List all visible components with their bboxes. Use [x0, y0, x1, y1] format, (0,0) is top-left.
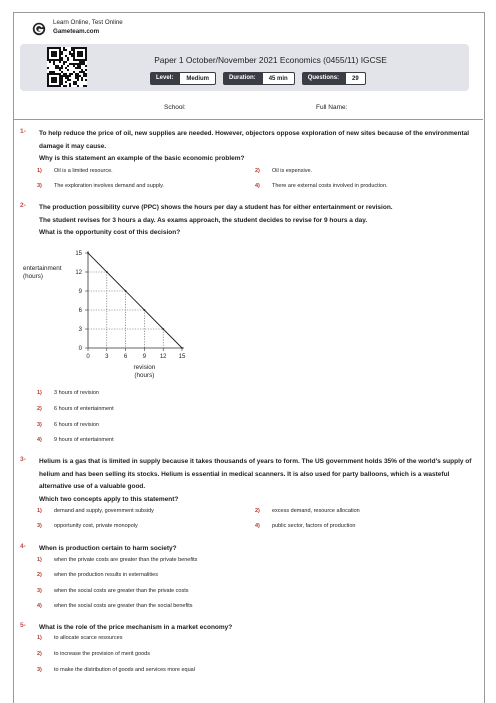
option-1[interactable] [37, 557, 197, 563]
question-text [39, 128, 473, 166]
option-text: 3 hours of revision [54, 390, 99, 396]
question-number: 1- [20, 128, 26, 135]
option-1[interactable] [37, 390, 99, 396]
x-tick-label: 15 [178, 354, 186, 360]
y-axis-label: entertainment [23, 265, 62, 272]
option-text: to increase the provision of merit goods [54, 651, 150, 657]
question-stem: Helium is a gas that is limited in supply because it takes thousands of years to form. The US government holds 35% of the world's supply of helium and has been selling its stocks. Helium is essential in medical scanners. It is also used for party balloons, which is a wasteful alternative use of a valuable good. [39, 458, 472, 490]
option-number: 1) [37, 168, 42, 174]
ppc-chart [20, 246, 210, 386]
option-number: 1) [37, 557, 42, 563]
question-text: What is the role of the price mechanism in a market economy? [39, 624, 233, 631]
y-tick-label: 6 [78, 308, 82, 314]
option-number: 4) [255, 523, 260, 529]
option-number: 3) [37, 588, 42, 594]
option-4[interactable] [37, 603, 193, 609]
level-pill [150, 72, 216, 85]
question-number: 4- [20, 543, 26, 550]
option-text: public sector, factors of production [272, 523, 356, 529]
option-text: when the social costs are greater than the private costs [54, 588, 189, 594]
option-number: 3) [37, 667, 42, 673]
question-stem: The production possibility curve (PPC) shows the hours per day a student has for either entertainment or revision. [39, 204, 393, 211]
option-3[interactable] [37, 588, 189, 594]
option-number: 3) [37, 523, 42, 529]
option-number: 4) [37, 603, 42, 609]
option-text: when the private costs are greater than the private benefits [54, 557, 198, 563]
question-stem-2: The student revises for 3 hours a day. As exams approach, the student decides to revise for 9 hours a day. [39, 216, 368, 224]
question-stem: To help reduce the price of oil, new supplies are needed. However, objectors oppose exploration of new sites because of the environmental damage it may cause. [39, 130, 470, 150]
option-text: to make the distribution of goods and services more equal [54, 667, 195, 673]
option-1[interactable] [37, 508, 154, 514]
y-tick-label: 3 [78, 327, 82, 333]
paper-title: Paper 1 October/November 2021 Economics (0455/11) IGCSE [154, 55, 387, 65]
option-text: Oil is a limited resource. [54, 168, 113, 174]
paper-header [20, 44, 469, 91]
option-number: 2) [37, 406, 42, 412]
x-tick-label: 6 [123, 354, 128, 360]
option-text: 6 hours of entertainment [54, 406, 114, 412]
option-text: to allocate scarce resources [54, 635, 123, 641]
option-number: 4) [37, 437, 42, 443]
option-3[interactable] [37, 667, 195, 673]
brand-logo-icon [32, 22, 46, 36]
option-text: when the production results in externalities [54, 572, 158, 578]
ppc-point [125, 290, 127, 292]
ppc-point [106, 271, 108, 273]
pill-value: 29 [345, 72, 366, 85]
question-number: 2- [20, 202, 26, 209]
divider [13, 119, 483, 120]
option-number: 2) [255, 508, 260, 514]
ppc-line [88, 253, 182, 348]
option-2[interactable] [255, 168, 312, 174]
question-prompt: Why is this statement an example of the basic economic problem? [39, 155, 245, 162]
x-tick-label: 0 [86, 354, 90, 360]
question-prompt: What is the opportunity cost of this decision? [39, 229, 181, 236]
option-3[interactable] [37, 422, 99, 428]
option-number: 4) [255, 183, 260, 189]
option-text: Oil is expensive. [272, 168, 313, 174]
fullname-label: Full Name: [316, 104, 348, 111]
option-number: 3) [37, 183, 42, 189]
option-text: opportunity cost, private monopoly [54, 523, 138, 529]
option-2[interactable] [255, 508, 360, 514]
option-3[interactable] [37, 183, 164, 189]
questions-pill [302, 72, 366, 85]
x-tick-label: 3 [105, 354, 109, 360]
ppc-point [87, 252, 89, 254]
y-axis-label: (hours) [23, 273, 43, 280]
option-text: when the social costs are greater than the social benefits [54, 603, 193, 609]
ppc-point [162, 328, 164, 330]
question-text: When is production certain to harm society? [39, 545, 177, 552]
option-1[interactable] [37, 635, 122, 641]
option-number: 2) [255, 168, 260, 174]
question-prompt: Which two concepts apply to this statement? [39, 495, 179, 503]
option-text: 9 hours of entertainment [54, 437, 114, 443]
option-number: 2) [37, 651, 42, 657]
y-tick-label: 15 [75, 251, 82, 257]
pill-key: Level: [150, 72, 179, 85]
pill-key: Duration: [223, 72, 262, 85]
duration-pill [223, 72, 295, 85]
brand-tagline: Learn Online, Test Online [53, 19, 123, 26]
option-text: The exploration involves demand and supply. [54, 183, 164, 189]
option-text: 6 hours of revision [54, 422, 99, 428]
option-text: demand and supply, government subsidy [54, 508, 154, 514]
x-axis-label: (hours) [134, 372, 155, 379]
option-3[interactable] [37, 523, 138, 529]
option-2[interactable] [37, 651, 150, 657]
option-text: There are external costs involved in production. [272, 183, 388, 189]
pill-key: Questions: [302, 72, 345, 85]
option-number: 2) [37, 572, 42, 578]
qr-code-icon [47, 47, 87, 87]
option-2[interactable] [37, 572, 158, 578]
option-4[interactable] [37, 437, 114, 443]
y-tick-label: 12 [75, 270, 82, 276]
x-axis-label: revision [133, 364, 156, 371]
x-tick-label: 12 [159, 354, 167, 360]
y-tick-label: 0 [78, 346, 82, 352]
option-2[interactable] [37, 406, 114, 412]
question-number: 3- [20, 456, 26, 463]
option-number: 1) [37, 508, 42, 514]
pill-value: Medium [179, 72, 216, 85]
ppc-point [144, 309, 146, 311]
option-text: excess demand, resource allocation [272, 508, 360, 514]
question-text [39, 456, 473, 506]
brand-site: Gameteam.com [53, 27, 100, 35]
option-number: 3) [37, 422, 42, 428]
school-label: School: [164, 104, 186, 111]
option-number: 1) [37, 635, 42, 641]
ppc-point [181, 347, 183, 349]
question-number: 5- [20, 622, 26, 629]
option-1[interactable] [37, 168, 113, 174]
question-text [39, 202, 473, 240]
option-4[interactable] [255, 523, 355, 529]
pill-value: 45 min [262, 72, 295, 85]
option-4[interactable] [255, 183, 388, 189]
option-number: 1) [37, 390, 42, 396]
y-tick-label: 9 [78, 289, 82, 295]
x-tick-label: 9 [142, 354, 147, 360]
